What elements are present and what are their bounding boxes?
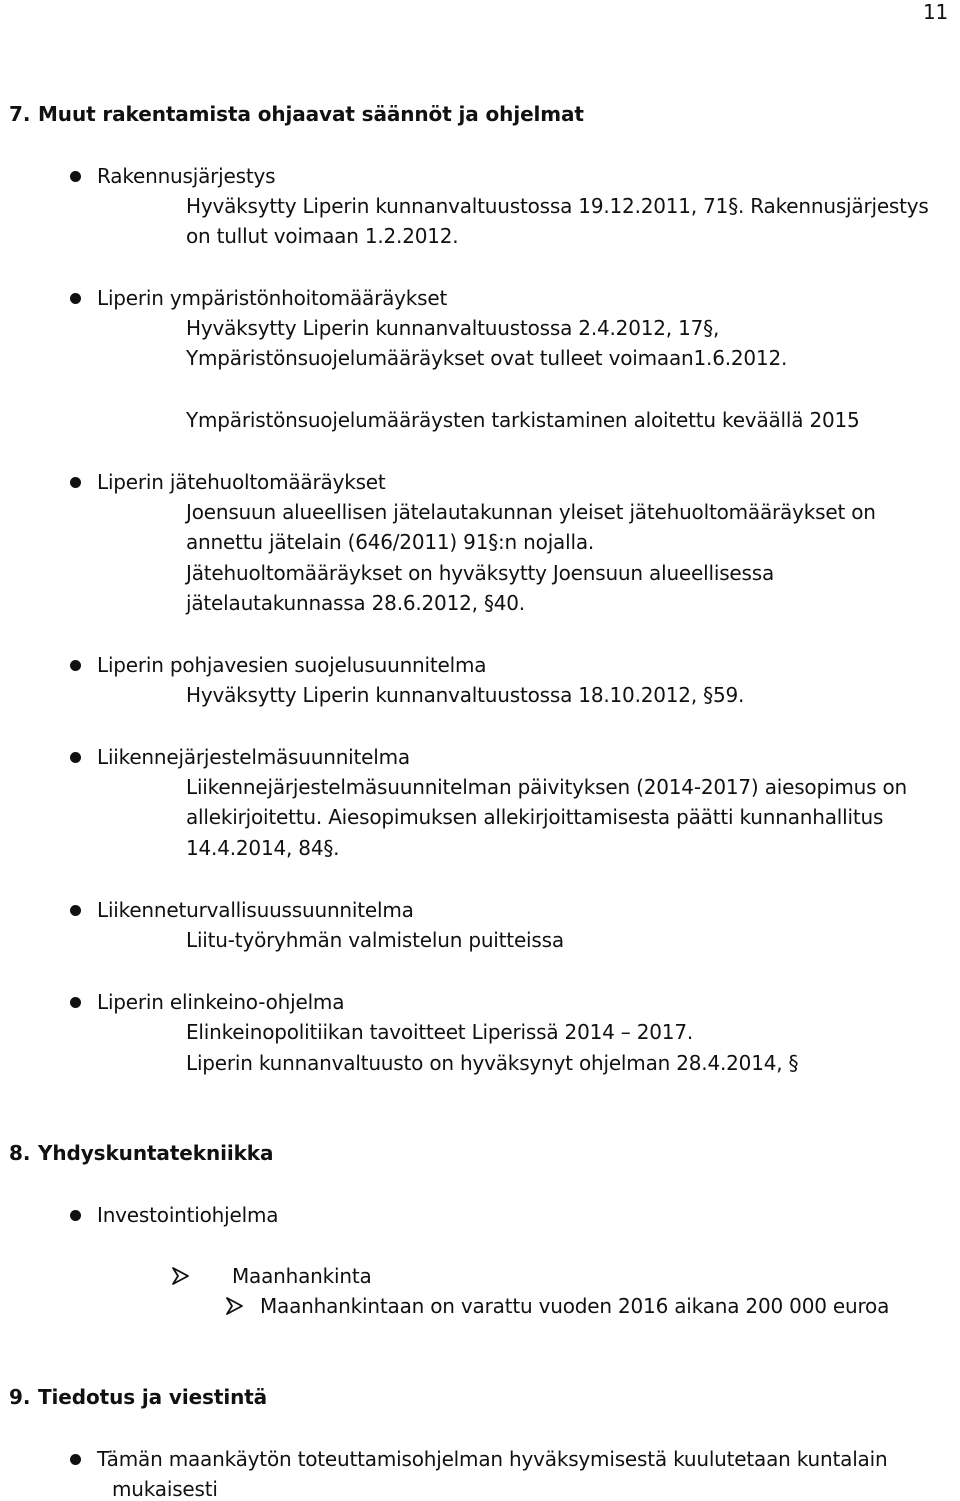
list-item-text: Tämän maankäytön toteuttamisohjelman hyväksymisestä kuulutetaan kuntalain <box>97 1447 888 1471</box>
arrow-bullet-icon <box>224 1294 246 1318</box>
bullet-icon <box>70 905 81 916</box>
list-item-text: Hyväksytty Liperin kunnanvaltuustossa 18.10.2012, §59. <box>186 683 745 707</box>
bullet-icon <box>70 477 81 488</box>
list-item-title: Liperin pohjavesien suojelusuunnitelma <box>97 653 487 677</box>
list-item-title: Rakennusjärjestys <box>97 164 276 188</box>
section-9-title: Tiedotus ja viestintä <box>38 1385 268 1409</box>
list-item-text: on tullut voimaan 1.2.2012. <box>186 224 459 248</box>
bullet-icon <box>70 660 81 671</box>
list-item-text: jätelautakunnassa 28.6.2012, §40. <box>186 591 525 615</box>
list-item-title: Liikenneturvallisuussuunnitelma <box>97 898 414 922</box>
sub-item-title: Maanhankinta <box>232 1264 372 1288</box>
list-item-text: Ympäristönsuojelumääräykset ovat tulleet voimaan1.6.2012. <box>186 346 788 370</box>
list-item-title: Liperin jätehuoltomääräykset <box>97 470 386 494</box>
list-item-text: Ympäristönsuojelumääräysten tarkistaminen aloitettu keväällä 2015 <box>186 408 860 432</box>
sub-item-text: Maanhankintaan on varattu vuoden 2016 aikana 200 000 euroa <box>260 1294 890 1318</box>
arrow-bullet-icon <box>170 1264 192 1288</box>
list-item-text: Liperin kunnanvaltuusto on hyväksynyt ohjelman 28.4.2014, § <box>186 1051 799 1075</box>
list-item-text: 14.4.2014, 84§. <box>186 836 340 860</box>
bullet-icon <box>70 997 81 1008</box>
section-8-number: 8. <box>9 1141 31 1165</box>
bullet-icon <box>70 1454 81 1465</box>
list-item-title: Liperin elinkeino-ohjelma <box>97 990 345 1014</box>
list-item-text: Hyväksytty Liperin kunnanvaltuustossa 19.12.2011, 71§. Rakennusjärjestys <box>186 194 929 218</box>
bullet-icon <box>70 171 81 182</box>
page-number: 11 <box>922 0 948 24</box>
list-item-text: Liikennejärjestelmäsuunnitelman päivityksen (2014-2017) aiesopimus on <box>186 775 907 799</box>
list-item-title: Liikennejärjestelmäsuunnitelma <box>97 745 410 769</box>
list-item-text: allekirjoitettu. Aiesopimuksen allekirjoittamisesta päätti kunnanhallitus <box>186 805 884 829</box>
bullet-icon <box>70 293 81 304</box>
list-item-text: mukaisesti <box>112 1477 218 1501</box>
list-item-text: Jätehuoltomääräykset on hyväksytty Joensuun alueellisessa <box>186 561 775 585</box>
section-9-number: 9. <box>9 1385 31 1409</box>
section-7-number: 7. <box>9 102 31 126</box>
list-item-text: annettu jätelain (646/2011) 91§:n nojalla. <box>186 530 595 554</box>
list-item-title: Investointiohjelma <box>97 1203 279 1227</box>
section-8-title: Yhdyskuntatekniikka <box>38 1141 274 1165</box>
list-item-text: Liitu-työryhmän valmistelun puitteissa <box>186 928 564 952</box>
list-item-text: Joensuun alueellisen jätelautakunnan yleiset jätehuoltomääräykset on <box>186 500 876 524</box>
list-item-title: Liperin ympäristönhoitomääräykset <box>97 286 448 310</box>
bullet-icon <box>70 1210 81 1221</box>
list-item-text: Hyväksytty Liperin kunnanvaltuustossa 2.4.2012, 17§, <box>186 316 720 340</box>
bullet-icon <box>70 752 81 763</box>
list-item-text: Elinkeinopolitiikan tavoitteet Liperissä 2014 – 2017. <box>186 1020 694 1044</box>
section-7-title: Muut rakentamista ohjaavat säännöt ja ohjelmat <box>38 102 584 126</box>
